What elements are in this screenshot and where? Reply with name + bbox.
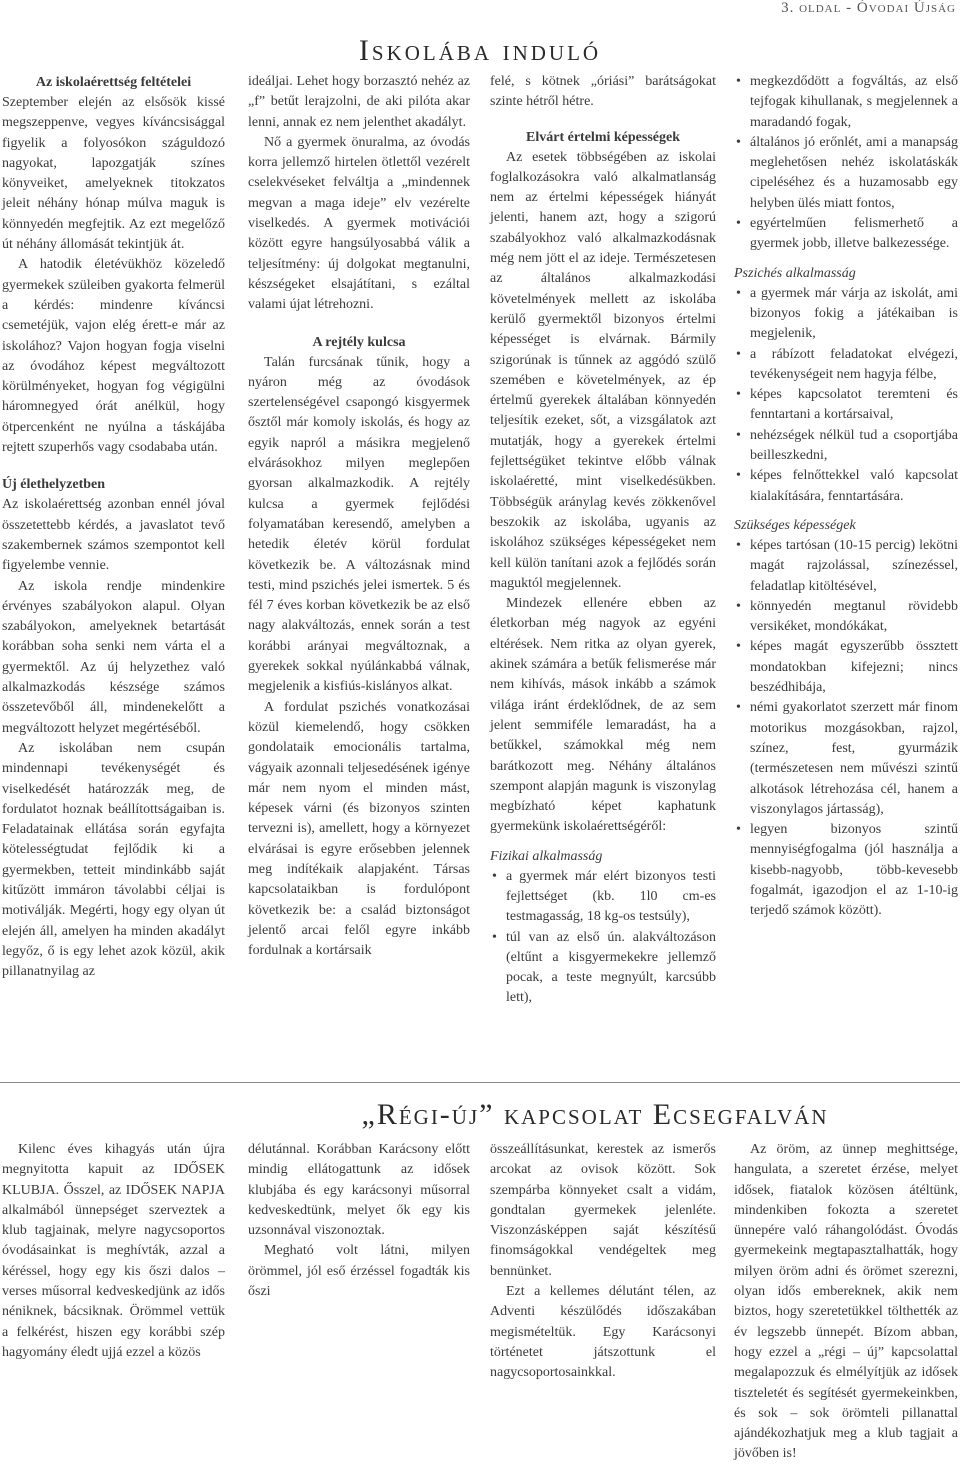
list-item: • a gyermek már várja az iskolát, ami bizonyos fokig a játékaiban is megjelenik,: [734, 284, 958, 345]
paragraph: Az iskolában nem csupán mindennapi tevékenységét és viselkedését határozzák meg, de fordulatot hoznak beállítottságaiban is. Feladatainak ellátása során egyfajta kötelességtudat fejlődik ki a gyermekben, tetteit mindinkább saját kitűzött immáron távolabbi céljai is motiválják. Megérti, hogy egy olyan út elején áll, amelyen ha minden akadályt legyőz, ő is egy lehet azok közül, akik pillanatnyilag az: [2, 740, 225, 980]
list-item: • képes kapcsolatot teremteni és fenntartani a kortársaival,: [734, 385, 958, 426]
heading-pszichés: Pszichés alkalmasság: [734, 265, 856, 281]
list-szukseges: [734, 536, 958, 922]
paragraph: Az öröm, az ünnep meghittsége, hangulata, a szeretet érzése, melyet idősek, fiatalok közösen átéltünk, mindenkiben fokozta a szeretet ünnepére való ráhangolódást. Óvodás gyermekeink megtapasztalhatták, hogy milyen öröm adni és örömet szerezni, olyan idős embereknek, akik nem biztos, hogy szeretetükkel tölthették az év legszebb ünnepét. Bízom abban, hogy ezzel a „régi – új” kapcsolattal megalapozzuk és elmélyítjük az idősek tiszteletét és segítését gyermekeinkben, és sok – sok örömteli pillanattal ajándékozhatjuk meg a klub tagjait a jövőben is!: [734, 1142, 958, 1462]
article-title-top: Iskolába induló: [358, 34, 602, 67]
paragraph: délutánnal. Korábban Karácsony előtt mindig ellátogattunk az idősek klubjába és egy karácsonyi műsorral kedveskedtünk, melyet ők egy kis uzsonnával viszonoztak.: [248, 1142, 470, 1239]
paragraph: összeállításunkat, kerestek az ismerős arcokat az ovisok között. Sok szempárba könnyeket csalt a vidám, gondtalan gyermekek jelenléte. Viszonzásképpen saját készítésű finomságokkal vendégeltek meg bennünket.: [490, 1142, 716, 1279]
paragraph: Az iskola rendje mindenkire érvényes szabályokon alapul. Olyan szabályokon, amelyeknek betartását korábban soha senki nem várta el a gyermektől. Az új helyzethez való alkalmazkodás készsége számos összetevőből áll, mindenekelőtt a megváltozott helyzet megértéséből.: [2, 578, 225, 736]
column-b4: [734, 1140, 958, 1465]
heading-elvart-kepessegek: Elvárt értelmi képességek: [526, 129, 680, 145]
column-b3: [490, 1140, 716, 1384]
list-item: • túl van az első ún. alakváltozáson (eltűnt a kisgyermekekre jellemző pocak, a teste megnyúlt, karcsúbb lett),: [490, 928, 716, 1009]
list-item: • képes felnőttekkel való kapcsolat kialakítására, fenntartására.: [734, 466, 958, 507]
column-4: [734, 72, 958, 922]
column-b1: [2, 1140, 225, 1363]
page-number: 3. oldal: [781, 0, 842, 16]
paragraph: Megható volt látni, milyen örömmel, jól eső érzéssel fogadták kis őszi: [248, 1243, 470, 1300]
header-dash: -: [846, 0, 853, 16]
list-item: • képes tartósan (10-15 percig) lekötni magát rajzolással, színezéssel, feladatlap kitöltésével,: [734, 536, 958, 597]
paragraph: Az esetek többségében az iskolai foglalkozásokra való alkalmatlanság nem az értelmi képességek hiányát jelenti, hanem azt, hogy a szigorú szabályokhoz való alkalmazkodásnak még nem jött el az ideje. Természetesen az általános alkalmazkodási követelmények mellett az iskolába kerülő gyermektől bizonyos értelmi képességet is elvárnak. Bármily szigorúnak is tűnnek az aggódó szülő szemében e követelmények, az ép értelmű gyerekek általában könnyedén teljesítik ezeket, sőt, a vizsgálatok azt mutatják, hogy a gyerekek értelmi fejlettségüket tekintve előbb válnak iskolaéretté, mint viselkedésükben. Többségük aránylag kevés zökkenővel beszokik az iskolába, ugyanis az iskolához szükséges képességeket nem kell külön tanítani azok a fejlődés során maguktól megjelennek.: [490, 149, 716, 591]
heading-fizikai: Fizikai alkalmasság: [490, 848, 603, 864]
column-1: [2, 72, 225, 982]
paragraph: Az iskolaérettség azonban ennél jóval összetettebb kérdés, a javaslatot tevő szakembernek számos szempontot kell figyelembe vennie.: [2, 497, 225, 574]
column-3: [490, 72, 716, 1009]
paragraph: Ezt a kellemes délutánt télen, az Adventi készülődés időszakában megismételtük. Egy Karácsonyi történetet játszottunk el nagycsoportosainkkal.: [490, 1284, 716, 1381]
column-b2: [248, 1140, 470, 1302]
list-item: • általános jó erőnlét, ami a manapság meglehetősen nehéz iskolatáskák cipeléséhez és a huzamosabb egy helyben ülés miatt fontos,: [734, 133, 958, 214]
list-item: • képes magát egyszerűbb össztett mondatokban kifejezni; nincs beszédhibája,: [734, 637, 958, 698]
paragraph: Nő a gyermek önuralma, az óvodás korra jellemző hirtelen ötlettől vezérelt cselekvéseket felváltja a „mindennek megvan a maga ideje” elv vezérelte viselkedés. A gyermek motivációi között egyre hangsúlyosabbá válik a teljesítmény: új dolgokat megtanulni, készségeket elsajátítani, s ezáltal valami újat létrehozni.: [248, 134, 470, 313]
heading-szukseges: Szükséges képességek: [734, 517, 856, 533]
list-item: • a rábízott feladatokat elvégezi, tevékenységeit nem hagyja félbe,: [734, 345, 958, 386]
column-2: [248, 72, 470, 961]
paragraph: Mindezek ellenére ebben az életkorban még nagyok az egyéni eltérések. Nem ritka az olyan gyerek, akinek számára a betűk felismerése már nem kihívás, mások inkább a számok világa iránt érdeklődnek, de az sem jelent semmiféle lemaradást, ha a betűkkel, számokkal még nem barátkozott meg. Néhány általános szempont alapján magunk is viszonylag megbízható képet kaphatunk gyermekünk iskolaérettségéről:: [490, 596, 716, 835]
list-fizikai-cont: [734, 72, 958, 255]
list-item: • egyértelműen felismerhető a gyermek jobb, illetve balkezessége.: [734, 214, 958, 255]
list-item: • könnyedén megtanul rövidebb versikéket, mondókákat,: [734, 597, 958, 638]
list-item: • a gyermek már elért bizonyos testi fejlettséget (kb. 1l0 cm-es testmagasság, 18 kg-os testsúly),: [490, 867, 716, 928]
list-item: • némi gyakorlatot szerzett már finom motorikus mozgásokban, rajzol, színez, fest, gyurmázik (természetesen nem művészi szintű alkotások létrehozása cél, hanem a viszonylagos jártasság),: [734, 698, 958, 820]
article-title-bottom: „Régi-új” kapcsolat Ecsegfalván: [361, 1098, 829, 1131]
heading-uj-elethelyzetben: Új élethelyzetben: [2, 477, 106, 493]
paragraph: felé, s kötnek „óriási” barátságokat szinte hétről hétre.: [490, 74, 716, 110]
list-pszichés: [734, 284, 958, 507]
paragraph: Talán furcsának tűnik, hogy a nyáron még az óvodások szertelenségével csapongó kisgyermek ősztől már komoly iskolás, és hogy az egyik napról a másikra megjelenő elvárásokhoz milyen meglepően gyorsan alkalmazkodik. A rejtély kulcsa a gyermek fejlődési folyamatában keresendő, amelyben a hetedik életév körül fordulat következik be. A változásnak mind testi, mind pszichés jelei ismertek. 5 és fél 7 éves korban következik be az első nagy alakváltozás, ennek során a test korábbi arányai megváltoznak, a gyerekek sokkal nyúlánkabbá válnak, megjelenik a kisfiús-kislányos alkat.: [248, 354, 470, 695]
heading-feltetelei: Az iskolaérettség feltételei: [35, 75, 192, 90]
paragraph: ideáljai. Lehet hogy borzasztó nehéz az „f” betűt lerajzolni, de aki pilóta akar lenni, annak ez nem jelenthet akadályt.: [248, 74, 470, 130]
paragraph: Kilenc éves kihagyás után újra megnyitotta kapuit az IDŐSEK KLUBJA. Ősszel, az IDŐSEK NAPJA alkalmából ünnepséget szerveztek a klub tagjainak, melyre nagycsoportos óvodásainkat is meghívták, azzal a kéréssel, hogy egy kis őszi dalos – verses műsorral kedveskedjünk az idős néniknek, bácsiknak. Örömmel vettük a felkérést, hiszen egy korábbi szép hagyomány éledt ujjá ezzel a közös: [2, 1142, 225, 1360]
heading-rejtely-kulcsa: A rejtély kulcsa: [312, 334, 406, 350]
paper-title: Óvodai Újság: [856, 0, 956, 16]
list-item: • legyen bizonyos szintű mennyiségfogalma (jól használja a kisebb-nagyobb, több-kevesebb fogalmát, igazodjon el az 1-10-ig terjedő számok között).: [734, 820, 958, 921]
section-divider: [0, 1082, 960, 1083]
paragraph: Szeptember elején az elsősök kissé megszeppenve, vegyes kíváncsisággal figyelik a folyosókon száguldozó nagyokat, lapozgatják színes könyveiket, amelyeknek titokzatos jeleit néhány hónap múlva maguk is könnyedén megfejtik. Az ezt megelőző út néhány állomását tekintjük át.: [2, 95, 225, 253]
list-fizikai: [490, 867, 716, 1009]
list-item: • nehézségek nélkül tud a csoportjába beilleszkedni,: [734, 426, 958, 467]
paragraph: A hatodik életévükhöz közeledő gyermekek szüleiben gyakorta felmerül a kérdés: mindenre kíváncsi csemetéjük, vajon elég érett-e már az iskolához? Vajon hogyan fogja viselni az óvodához képest megváltozott körülményeket, hogyan fog végigülni háromnegyed órát anélkül, hogy ötpercenként ne nyúlna a táskájába rejtett szuperhős vagy csodababa után.: [2, 257, 225, 456]
list-item: • megkezdődött a fogváltás, az első tejfogak kihullanak, s megjelennek a maradandó fogak,: [734, 72, 958, 133]
page-header: [781, 0, 956, 17]
paragraph: A fordulat pszichés vonatkozásai közül kiemelendő, hogy csökken gondolataik emocionális tartalma, vágyaik azonnali teljesedésének igénye már nem nyom el minden mást, képesek várni (és bizonyos szinten tervezni is), amellett, hogy a környezet elvárásai is egyre erősebben jelennek meg indítékaik alapjaként. Társas kapcsolataikban is fordulópont következik be: a család biztonságot jelentő arcai felől egyre inkább fordulnak a kortársaik: [248, 699, 470, 959]
